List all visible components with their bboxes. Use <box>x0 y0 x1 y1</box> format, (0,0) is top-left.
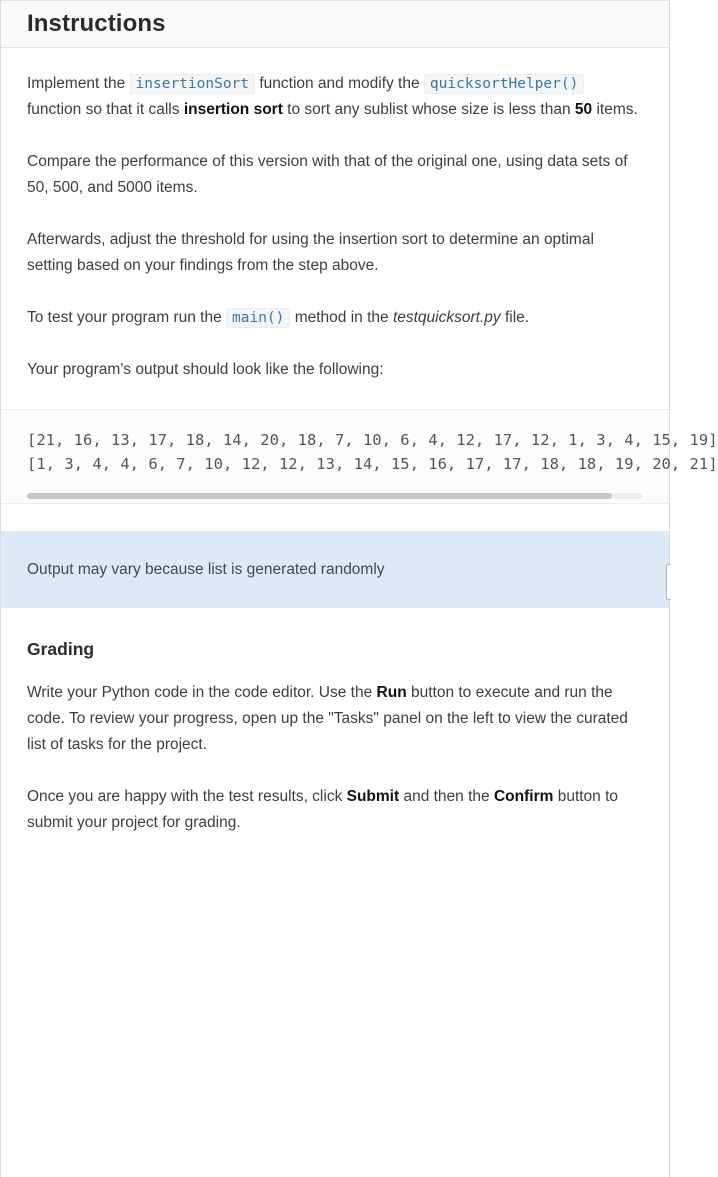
scrollbar-thumb[interactable] <box>27 493 612 499</box>
text: Write your Python code in the code editor. Use the <box>27 684 377 701</box>
bold-threshold: 50 <box>574 101 593 118</box>
output-code-block <box>1 409 718 504</box>
text: button to execute and run the code. To review your progress, open up the "Tasks" panel on the left to view the curated list of tasks for the project. <box>27 684 628 753</box>
text: function so that it calls <box>27 101 184 118</box>
text: to sort any sublist whose size is less than <box>282 101 575 118</box>
paragraph-grading-run <box>27 660 639 758</box>
text: Once you are happy with the test results, click <box>27 788 347 805</box>
bold-submit: Submit <box>346 788 400 805</box>
bold-run: Run <box>376 684 407 701</box>
paragraph-adjust: Afterwards, adjust the threshold for using the insertion sort to determine an optimal setting based on your findings from the step above. <box>27 231 594 274</box>
horizontal-scrollbar[interactable] <box>27 493 643 499</box>
text: To test your program run the <box>27 309 227 326</box>
page-title: Instructions <box>27 10 166 37</box>
inline-code-main: main() <box>226 308 290 328</box>
inline-code-quicksorthelper: quicksortHelper() <box>424 74 584 94</box>
paragraph-test <box>27 279 639 331</box>
paragraph-implement <box>27 48 639 123</box>
info-note <box>1 531 669 608</box>
text: function and modify the <box>255 75 424 92</box>
inline-code-insertionsort: insertionSort <box>130 74 256 94</box>
text: Implement the <box>27 75 130 92</box>
code-line-unsorted: [21, 16, 13, 17, 18, 14, 20, 18, 7, 10, 6, 4, 12, 17, 12, 1, 3, 4, 15, 19] <box>27 431 718 449</box>
text: file. <box>500 309 530 326</box>
paragraph-grading-submit <box>27 758 639 836</box>
text: items. <box>592 101 638 118</box>
grading-title: Grading <box>27 639 95 659</box>
resize-handle[interactable] <box>666 564 671 600</box>
instructions-content <box>1 48 669 383</box>
instructions-header <box>1 0 669 48</box>
code-line-sorted: [1, 3, 4, 4, 6, 7, 10, 12, 12, 13, 14, 15, 16, 17, 17, 18, 18, 19, 20, 21] <box>27 455 718 473</box>
text: button to submit your project for grading. <box>27 788 619 831</box>
text: and then the <box>399 788 494 805</box>
paragraph-output-intro: Your program's output should look like the following: <box>27 361 384 378</box>
grading-section <box>1 608 669 836</box>
paragraph-compare: Compare the performance of this version with that of the original one, using data sets of 50, 500, and 5000 items. <box>27 153 628 196</box>
note-text: Output may vary because list is generated randomly <box>27 560 385 578</box>
filename: testquicksort.py <box>392 309 501 326</box>
bold-confirm: Confirm <box>493 788 554 805</box>
bold-insertion-sort: insertion sort <box>183 101 283 118</box>
text: method in the <box>290 309 393 326</box>
